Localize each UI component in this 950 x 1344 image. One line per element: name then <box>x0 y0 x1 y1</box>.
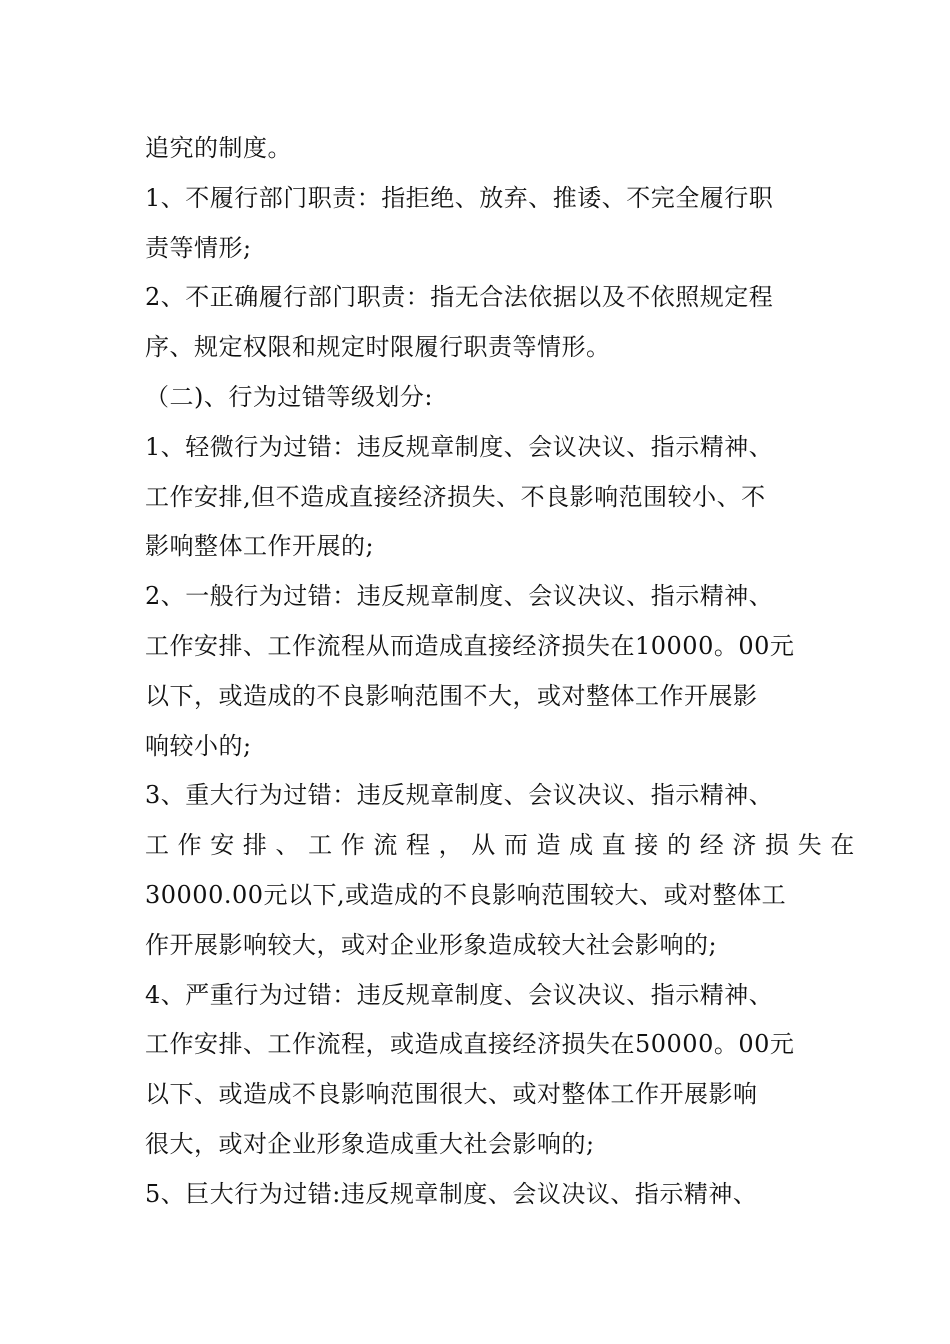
text-line: 工作安排、工作流程从而造成直接经济损失在10000。00元 <box>145 631 795 660</box>
text-line: 很大，或对企业形象造成重大社会影响的; <box>145 1129 595 1158</box>
section-heading: （二)、行为过错等级划分: <box>145 382 433 411</box>
text-line: 序、规定权限和规定时限履行职责等情形。 <box>145 333 611 362</box>
text-line: 4、严重行为过错：违反规章制度、会议决议、指示精神、 <box>145 980 774 1009</box>
text-line: 责等情形; <box>145 233 252 262</box>
text-line: 工作安排,但不造成直接经济损失、不良影响范围较小、不 <box>145 482 766 511</box>
text-line: 工作安排、工作流程，或造成直接经济损失在50000。00元 <box>145 1030 795 1059</box>
text-line: 作开展影响较大，或对企业形象造成较大社会影响的; <box>145 930 718 959</box>
text-line: 1、轻微行为过错：违反规章制度、会议决议、指示精神、 <box>145 432 774 461</box>
text-line: 1、不履行部门职责：指拒绝、放弃、推诿、不完全履行职 <box>145 183 774 212</box>
text-line: 2、不正确履行部门职责：指无合法依据以及不依照规定程 <box>145 283 774 312</box>
text-line: 以下、或造成不良影响范围很大、或对整体工作开展影响 <box>145 1080 758 1109</box>
text-line: 工 作 安 排 、 工 作 流 程 ， 从 而 造 成 直 接 的 经 济 损 失 在 <box>145 831 855 860</box>
text-line: 响较小的; <box>145 731 252 760</box>
text-line: 以下，或造成的不良影响范围不大，或对整体工作开展影 <box>145 681 758 710</box>
text-line: 2、一般行为过错：违反规章制度、会议决议、指示精神、 <box>145 582 774 611</box>
text-line: 5、巨大行为过错:违反规章制度、会议决议、指示精神、 <box>145 1179 758 1208</box>
document-body <box>145 124 855 1220</box>
text-line: 30000.00元以下,或造成的不良影响范围较大、或对整体工 <box>145 880 787 909</box>
text-line: 3、重大行为过错：违反规章制度、会议决议、指示精神、 <box>145 781 774 810</box>
text-line: 追究的制度。 <box>145 134 292 162</box>
text-line: 影响整体工作开展的; <box>145 532 375 561</box>
